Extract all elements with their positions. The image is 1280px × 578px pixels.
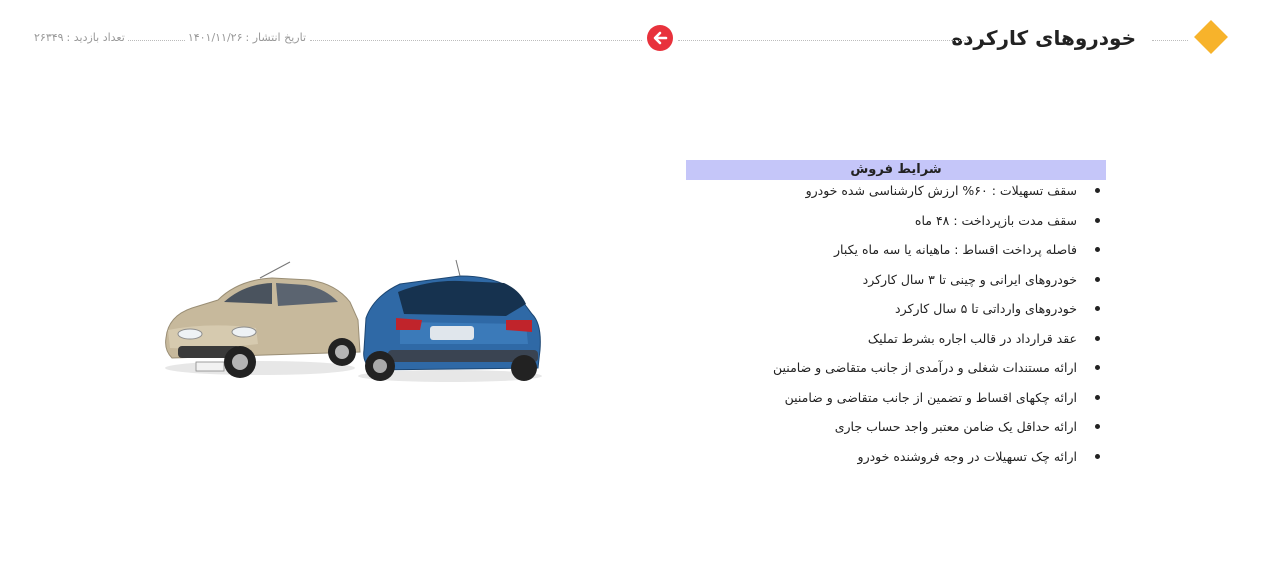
beige-car-illustration xyxy=(165,262,360,378)
views-count: ۲۶۳۴۹ xyxy=(34,31,64,44)
list-item: عقد قرارداد در قالب اجاره بشرط تملیک xyxy=(686,328,1106,358)
page-header xyxy=(0,0,1280,80)
list-item: ارائه مستندات شغلی و درآمدی از جانب متقاضی و ضامنین xyxy=(686,357,1106,387)
blue-car-illustration xyxy=(358,260,542,382)
list-item: ارائه چک تسهیلات در وجه فروشنده خودرو xyxy=(686,446,1106,476)
publish-date: ۱۴۰۱/۱۱/۲۶ xyxy=(187,31,243,44)
sale-terms xyxy=(686,160,1106,475)
list-item: سقف تسهیلات : ۶۰% ارزش کارشناسی شده خودرو xyxy=(686,180,1106,210)
views-label: تعداد بازدید : xyxy=(66,31,125,44)
header-divider-right xyxy=(1152,40,1188,41)
post-meta xyxy=(34,31,306,44)
list-item: خودروهای وارداتی تا ۵ سال کارکرد xyxy=(686,298,1106,328)
car-image xyxy=(160,258,546,386)
sale-terms-heading: شرایط فروش xyxy=(686,160,1106,180)
page-title: خودروهای کارکرده xyxy=(951,26,1136,50)
list-item: ارائه حداقل یک ضامن معتبر واجد حساب جاری xyxy=(686,416,1106,446)
list-item: فاصله پرداخت اقساط : ماهیانه یا سه ماه یکبار xyxy=(686,239,1106,269)
back-button[interactable] xyxy=(647,25,673,51)
sale-terms-list xyxy=(686,180,1106,475)
header-divider-middle xyxy=(678,40,968,41)
publish-label: تاریخ انتشار : xyxy=(245,31,306,44)
arrow-left-icon xyxy=(652,30,668,46)
header-divider-left xyxy=(310,40,642,41)
list-item: سقف مدت بازپرداخت : ۴۸ ماه xyxy=(686,210,1106,240)
diamond-icon xyxy=(1194,20,1228,54)
list-item: ارائه چکهای اقساط و تضمین از جانب متقاضی و ضامنین xyxy=(686,387,1106,417)
list-item: خودروهای ایرانی و چینی تا ۳ سال کارکرد xyxy=(686,269,1106,299)
meta-separator xyxy=(128,40,185,41)
